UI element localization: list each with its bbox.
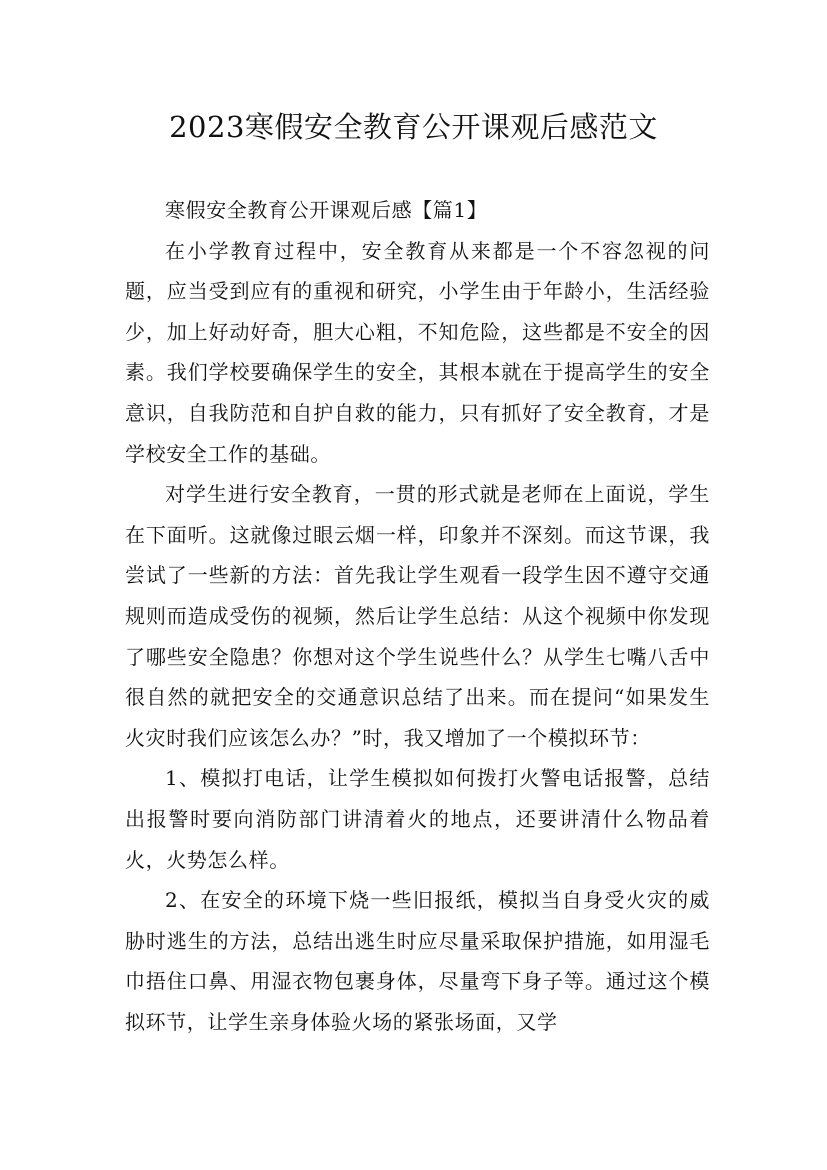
- document-title: 2023寒假安全教育公开课观后感范文: [169, 110, 658, 144]
- section-heading: 寒假安全教育公开课观后感【篇1】: [165, 198, 488, 222]
- document-body: [125, 190, 710, 1042]
- paragraph: 1、模拟打电话，让学生模拟如何拨打火警电话报警，总结出报警时要向消防部门讲清着火的地点，还要讲清什么物品着火，火势怎么样。: [125, 766, 710, 872]
- paragraph: 在小学教育过程中，安全教育从来都是一个不容忽视的问题，应当受到应有的重视和研究，小学生由于年龄小，生活经验少，加上好动好奇，胆大心粗，不知危险，这些都是不安全的因素。我们学校要确保学生的安全，其根本就在于提高学生的安全意识，自我防范和自护自救的能力，只有抓好了安全教育，才是学校安全工作的基础。: [125, 238, 710, 466]
- paragraph: 2、在安全的环境下烧一些旧报纸，模拟当自身受火灾的威胁时逃生的方法，总结出逃生时应尽量采取保护措施，如用湿毛巾捂住口鼻、用湿衣物包裹身体，尽量弯下身子等。通过这个模拟环节，让学生亲身体验火场的紧张场面，又学: [125, 888, 710, 1034]
- paragraph: 对学生进行安全教育，一贯的形式就是老师在上面说，学生在下面听。这就像过眼云烟一样，印象并不深刻。而这节课，我尝试了一些新的方法：首先我让学生观看一段学生因不遵守交通规则而造成受伤的视频，然后让学生总结：从这个视频中你发现了哪些安全隐患？你想对这个学生说些什么？从学生七嘴八舌中很自然的就把安全的交通意识总结了出来。而在提问“如果发生火灾时我们应该怎么办？”时，我又增加了一个模拟环节：: [125, 482, 710, 750]
